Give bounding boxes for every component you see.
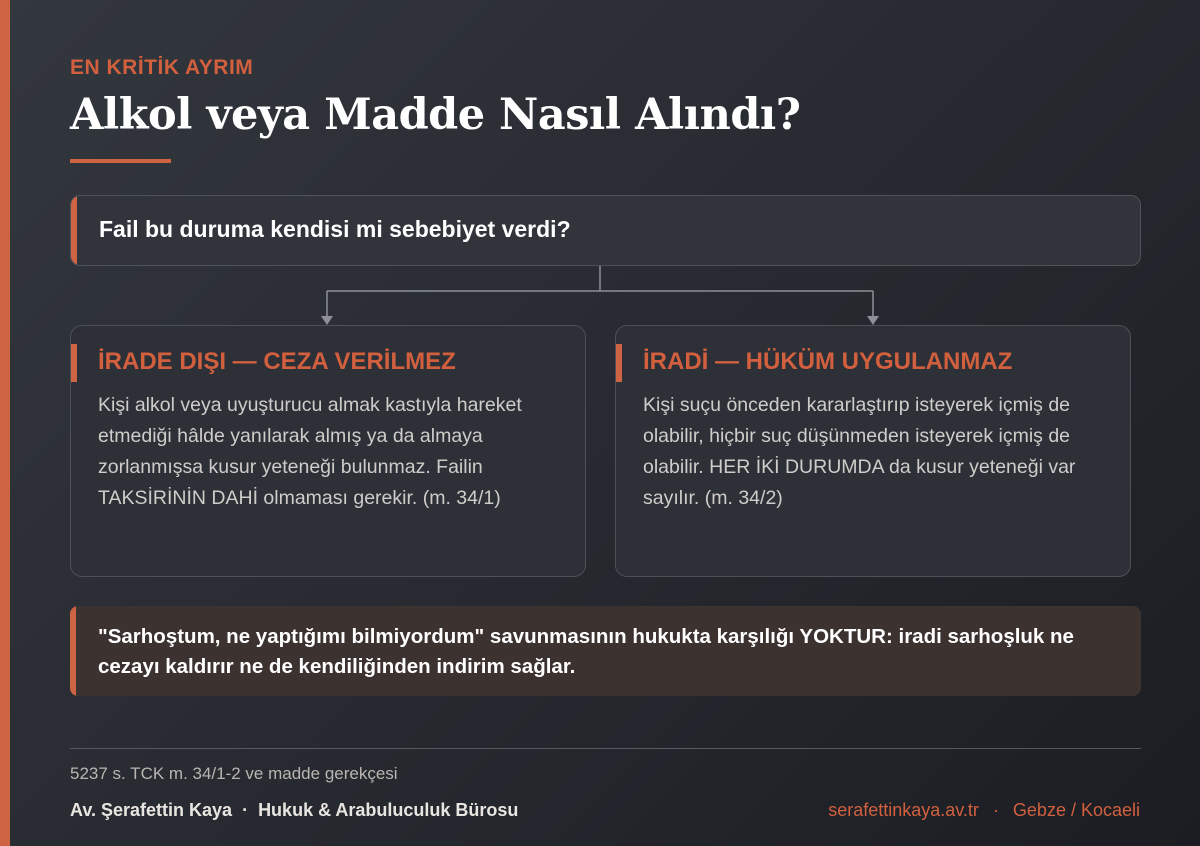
footer-separator: ·	[242, 800, 249, 820]
office-name: Hukuk & Arabuluculuk Bürosu	[258, 800, 519, 820]
source-citation: 5237 s. TCK m. 34/1-2 ve madde gerekçesi	[70, 764, 398, 783]
title-underline	[70, 159, 171, 163]
author-name: Av. Şerafettin Kaya	[70, 800, 233, 820]
card-body: Kişi suçu önceden kararlaştırıp isteyerek içmiş de olabilir, hiçbir suç düşünmeden isteyerek içmiş de olabilir. HER İKİ DURUMDA da kusur yeteneği var sayılır. (m. 34/2)	[643, 394, 1076, 509]
card-heading: İRADİ — HÜKÜM UYGULANMAZ	[643, 348, 1013, 375]
card-heading-wrap	[616, 344, 1130, 382]
footer-contact-block	[828, 800, 1140, 821]
callout-box	[70, 606, 1141, 696]
page-title: Alkol veya Madde Nasıl Alındı?	[70, 90, 801, 140]
question-box	[70, 195, 1141, 266]
callout-text: "Sarhoştum, ne yaptığımı bilmiyordum" savunmasının hukukta karşılığı YOKTUR: iradi sarhoşluk ne cezayı kaldırır ne de kendiliğinden indirim sağlar.	[98, 625, 1074, 678]
arrow-down-left-icon	[321, 316, 333, 325]
location-text: Gebze / Kocaeli	[1012, 800, 1140, 820]
website-link[interactable]: serafettinkaya.av.tr	[828, 800, 979, 820]
card-heading-wrap	[71, 344, 585, 382]
eyebrow-label: EN KRİTİK AYRIM	[70, 56, 254, 79]
card-heading: İRADE DIŞI — CEZA VERİLMEZ	[98, 348, 456, 375]
question-text: Fail bu duruma kendisi mi sebebiyet verdi?	[99, 216, 571, 242]
left-accent-bar	[0, 0, 10, 846]
footer-author-block	[70, 800, 518, 821]
card-voluntary	[615, 325, 1131, 577]
card-body: Kişi alkol veya uyuşturucu almak kastıyla hareket etmediği hâlde yanılarak almış ya da almaya zorlanmışsa kusur yeteneği bulunmaz. Failin TAKSİRİNİN DAHİ olmaması gerekir. (m. 34/1)	[98, 394, 522, 509]
arrow-down-right-icon	[867, 316, 879, 325]
card-involuntary	[70, 325, 586, 577]
footer-separator: ·	[992, 800, 999, 820]
footer-divider	[70, 748, 1141, 749]
